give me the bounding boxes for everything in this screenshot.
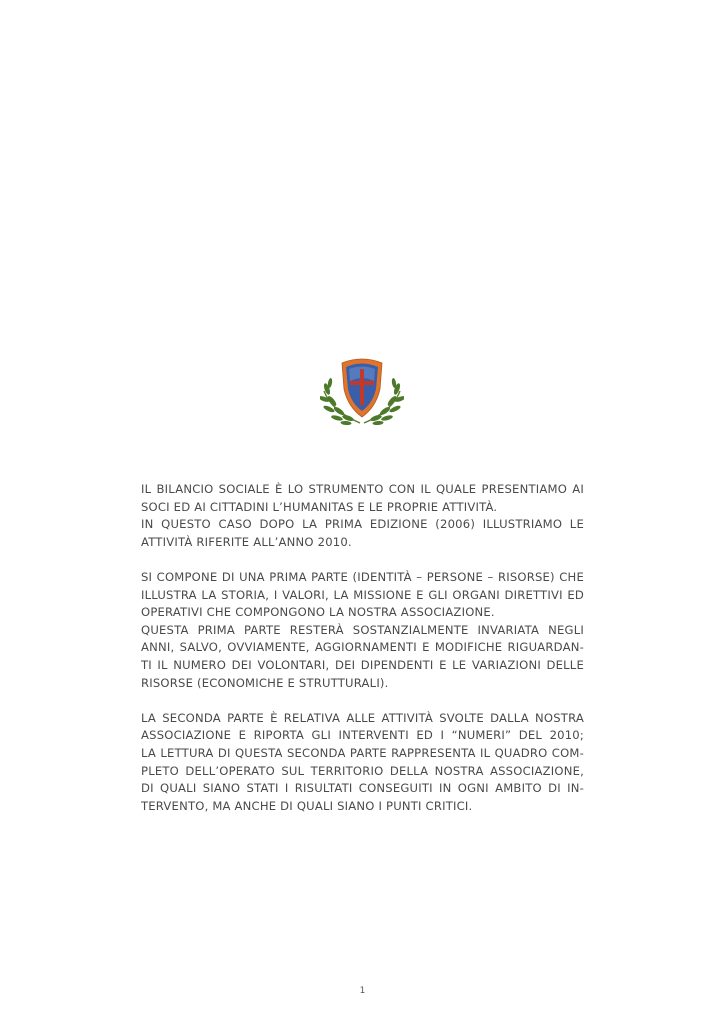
text-line: TERVENTO, MA ANCHE DI QUALI SIANO I PUNTI CRITICI. — [141, 798, 473, 813]
text-line: ILLUSTRA LA STORIA, I VALORI, LA MISSIONE E GLI ORGANI DIRETTIVI ED — [141, 587, 584, 602]
text-line: ASSOCIAZIONE E RIPORTA GLI INTERVENTI ED I “NUMERI” DEL 2010; — [141, 728, 584, 743]
text-line: OPERATIVI CHE COMPONGONO LA NOSTRA ASSOCIAZIONE. — [141, 605, 495, 620]
page-number: 1 — [359, 986, 366, 996]
paragraph-second-part — [141, 710, 584, 816]
text-line: SOCI ED AI CITTADINI L’HUMANITAS E LE PROPRIE ATTIVITÀ. — [141, 499, 498, 514]
text-line: PLETO DELL’OPERATO SUL TERRITORIO DELLA NOSTRA ASSOCIAZIONE, — [141, 763, 584, 778]
shield — [342, 359, 382, 417]
text-line: IL BILANCIO SOCIALE È LO STRUMENTO CON IL QUALE PRESENTIAMO AI — [141, 482, 584, 496]
text-line: LA LETTURA DI QUESTA SECONDA PARTE RAPPRESENTA IL QUADRO COM- — [141, 745, 584, 760]
text-line: QUESTA PRIMA PARTE RESTERÀ SOSTANZIALMENTE INVARIATA NEGLI — [141, 622, 584, 637]
text-line: ATTIVITÀ RIFERITE ALL’ANNO 2010. — [141, 534, 352, 549]
paragraph-intro — [141, 481, 584, 551]
body-text — [141, 481, 584, 815]
shield-with-laurel-icon — [320, 355, 404, 427]
text-line: IN QUESTO CASO DOPO LA PRIMA EDIZIONE (2006) ILLUSTRIAMO LE — [141, 517, 584, 532]
paragraph-first-part — [141, 569, 584, 692]
text-line: SI COMPONE DI UNA PRIMA PARTE (IDENTITÀ – PERSONE – RISORSE) CHE — [141, 569, 584, 584]
text-line: ANNI, SALVO, OVVIAMENTE, AGGIORNAMENTI E MODIFICHE RIGUARDAN- — [141, 640, 584, 655]
text-line: TI IL NUMERO DEI VOLONTARI, DEI DIPENDENTI E LE VARIAZIONI DELLE — [141, 657, 584, 672]
text-line: LA SECONDA PARTE È RELATIVA ALLE ATTIVITÀ SVOLTE DALLA NOSTRA — [141, 710, 584, 725]
text-line: DI QUALI SIANO STATI I RISULTATI CONSEGUITI IN OGNI AMBITO DI IN- — [141, 781, 584, 796]
text-line: RISORSE (ECONOMICHE E STRUTTURALI). — [141, 675, 389, 690]
